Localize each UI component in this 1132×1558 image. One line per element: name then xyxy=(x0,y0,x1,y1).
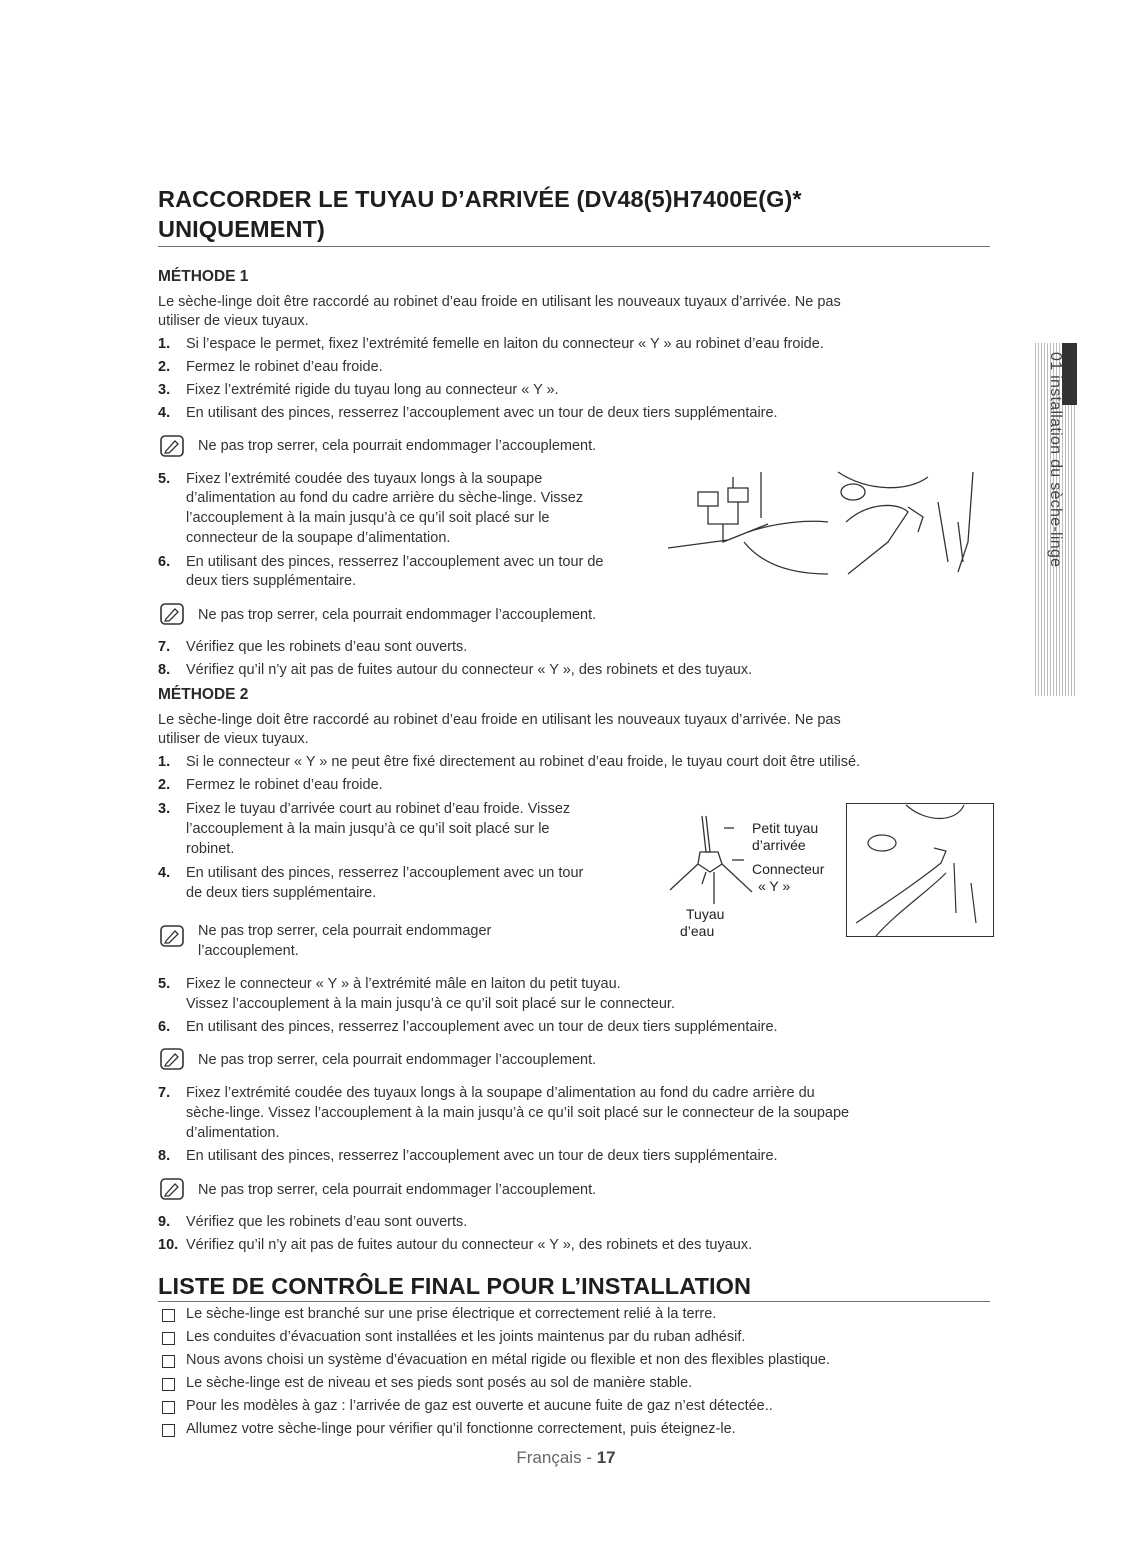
checklist-item: Le sèche-linge est branché sur une prise électrique et correctement relié à la terre. xyxy=(186,1306,717,1322)
m2-step5-line2: Vissez l’accouplement à la main jusqu’à ce qu’il soit placé sur le connecteur. xyxy=(186,996,675,1012)
chapter-tab-label: 01 installation du sèche-linge xyxy=(1047,352,1064,568)
m1-step4-number: 4. xyxy=(158,405,171,421)
m2-step2-text: Fermez le robinet d’eau froide. xyxy=(186,777,383,793)
m1-step5-line2: d’alimentation au fond du cadre arrière du sèche-linge. Vissez xyxy=(186,490,584,506)
page-footer xyxy=(0,1448,1132,1468)
m2-note1-line1: Ne pas trop serrer, cela pourrait endommager xyxy=(198,923,492,939)
label-connector-line1: Connecteur xyxy=(752,861,825,877)
m1-step3-text: Fixez l’extrémité rigide du tuyau long au connecteur « Y ». xyxy=(186,382,559,398)
m1-step5-line3: l’accouplement à la main jusqu’à ce qu’il soit placé sur le xyxy=(186,510,550,526)
label-short-hose-line2: d’arrivée xyxy=(752,837,806,853)
m2-step2-number: 2. xyxy=(158,777,171,793)
m2-step4-line1: En utilisant des pinces, resserrez l’accouplement avec un tour xyxy=(186,865,584,881)
m2-step6-number: 6. xyxy=(158,1019,171,1035)
label-water-hose-line1: Tuyau xyxy=(686,906,725,922)
note-icon xyxy=(160,603,184,625)
label-short-hose-line1: Petit tuyau xyxy=(752,820,819,836)
method2-intro-line2: utiliser de vieux tuyaux. xyxy=(158,731,309,747)
m2-note2: Ne pas trop serrer, cela pourrait endommager l’accouplement. xyxy=(198,1052,597,1068)
m2-step4-number: 4. xyxy=(158,865,171,881)
section-title-line1: RACCORDER LE TUYAU D’ARRIVÉE (DV48(5)H7400E(G)* xyxy=(158,186,802,212)
m2-step7-number: 7. xyxy=(158,1085,171,1101)
checklist-title: LISTE DE CONTRÔLE FINAL POUR L’INSTALLATION xyxy=(158,1273,752,1299)
checklist-item: Le sèche-linge est de niveau et ses pieds sont posés au sol de manière stable. xyxy=(186,1375,693,1391)
m2-step10-number: 10. xyxy=(158,1237,179,1253)
note-icon xyxy=(160,1048,184,1070)
m2-step6-text: En utilisant des pinces, resserrez l’accouplement avec un tour de deux tiers supplémentaire. xyxy=(186,1019,778,1035)
m2-step10-text: Vérifiez qu’il n’y ait pas de fuites autour du connecteur « Y », des robinets et des tuyaux. xyxy=(186,1237,753,1253)
m1-step3-number: 3. xyxy=(158,382,171,398)
chapter-tab-marker xyxy=(1062,343,1077,405)
m1-step6-line1: En utilisant des pinces, resserrez l’accouplement avec un tour de xyxy=(186,554,604,570)
m1-step7-text: Vérifiez que les robinets d’eau sont ouverts. xyxy=(186,639,468,655)
m1-note2: Ne pas trop serrer, cela pourrait endommager l’accouplement. xyxy=(198,607,597,623)
checklist-rule xyxy=(158,1301,990,1302)
checklist-item: Les conduites d’évacuation sont installées et les joints maintenus par du ruban adhésif. xyxy=(186,1329,746,1345)
checklist-item: Allumez votre sèche-linge pour vérifier qu’il fonctionne correctement, puis éteignez-le. xyxy=(186,1421,736,1437)
section-title-line2: UNIQUEMENT) xyxy=(158,216,325,242)
checklist-item: Nous avons choisi un système d’évacuation en métal rigide ou flexible et non des flexibles plastique. xyxy=(186,1352,831,1368)
m2-step9-text: Vérifiez que les robinets d’eau sont ouverts. xyxy=(186,1214,468,1230)
m1-note1: Ne pas trop serrer, cela pourrait endommager l’accouplement. xyxy=(198,438,597,454)
m2-note1-line2: l’accouplement. xyxy=(198,943,299,959)
m1-step1-number: 1. xyxy=(158,336,171,352)
m2-step3-line2: l’accouplement à la main jusqu’à ce qu’il soit placé sur le xyxy=(186,821,550,837)
m1-step4-text: En utilisant des pinces, resserrez l’accouplement avec un tour de deux tiers supplémentaire. xyxy=(186,405,778,421)
label-connector-line2: « Y » xyxy=(758,878,791,894)
m1-step2-number: 2. xyxy=(158,359,171,375)
m2-step1-number: 1. xyxy=(158,754,171,770)
m1-step6-line2: deux tiers supplémentaire. xyxy=(186,573,357,589)
m2-step1-text: Si le connecteur « Y » ne peut être fixé directement au robinet d’eau froide, le tuyau court doit être utilisé. xyxy=(186,754,861,770)
method1-illustration xyxy=(668,462,990,588)
m2-step8-number: 8. xyxy=(158,1148,171,1164)
method2-intro-line1: Le sèche-linge doit être raccordé au robinet d’eau froide en utilisant les nouveaux tuyaux d’arrivée. Ne pas xyxy=(158,712,841,728)
method1-intro-line1: Le sèche-linge doit être raccordé au robinet d’eau froide en utilisant les nouveaux tuyaux d’arrivée. Ne pas xyxy=(158,294,841,310)
note-icon xyxy=(160,1178,184,1200)
m2-step3-number: 3. xyxy=(158,801,171,817)
m1-step6-number: 6. xyxy=(158,554,171,570)
note-icon xyxy=(160,435,184,457)
m2-step5-line1: Fixez le connecteur « Y » à l’extrémité mâle en laiton du petit tuyau. xyxy=(186,976,621,992)
method1-heading: MÉTHODE 1 xyxy=(158,268,249,285)
m1-step5-line1: Fixez l’extrémité coudée des tuyaux longs à la soupape xyxy=(186,471,543,487)
m2-step3-line3: robinet. xyxy=(186,841,235,857)
m2-step3-line1: Fixez le tuyau d’arrivée court au robinet d’eau froide. Vissez xyxy=(186,801,571,817)
m2-step7-line1: Fixez l’extrémité coudée des tuyaux longs à la soupape d’alimentation au fond du cadre arrière du xyxy=(186,1085,815,1101)
checklist-checkbox xyxy=(162,1309,175,1322)
checklist-checkbox xyxy=(162,1401,175,1414)
dryer-back-illustration xyxy=(846,803,994,937)
note-icon xyxy=(160,925,184,947)
m1-step1-text: Si l’espace le permet, fixez l’extrémité femelle en laiton du connecteur « Y » au robinet d’eau froide. xyxy=(186,336,824,352)
checklist-checkbox xyxy=(162,1378,175,1391)
m1-step8-text: Vérifiez qu’il n’y ait pas de fuites autour du connecteur « Y », des robinets et des tuyaux. xyxy=(186,662,753,678)
checklist-checkbox xyxy=(162,1424,175,1437)
m2-step7-line2: sèche-linge. Vissez l’accouplement à la main jusqu’à ce qu’il soit placé sur le connecteur de la soupape xyxy=(186,1105,850,1121)
label-water-hose-line2: d’eau xyxy=(680,923,715,939)
m1-step2-text: Fermez le robinet d’eau froide. xyxy=(186,359,383,375)
m1-step5-line4: connecteur de la soupape d’alimentation. xyxy=(186,530,451,546)
m2-step4-line2: de deux tiers supplémentaire. xyxy=(186,885,377,901)
m2-step8-text: En utilisant des pinces, resserrez l’accouplement avec un tour de deux tiers supplémentaire. xyxy=(186,1148,778,1164)
m2-step7-line3: d’alimentation. xyxy=(186,1125,280,1141)
checklist-checkbox xyxy=(162,1332,175,1345)
section-rule xyxy=(158,246,990,247)
footer-language: Français - xyxy=(516,1448,597,1467)
m2-step9-number: 9. xyxy=(158,1214,171,1230)
m1-step7-number: 7. xyxy=(158,639,171,655)
m2-step5-number: 5. xyxy=(158,976,171,992)
checklist-item: Pour les modèles à gaz : l’arrivée de gaz est ouverte et aucune fuite de gaz n’est détectée.. xyxy=(186,1398,773,1414)
m1-step8-number: 8. xyxy=(158,662,171,678)
m2-note3: Ne pas trop serrer, cela pourrait endommager l’accouplement. xyxy=(198,1182,597,1198)
m1-step5-number: 5. xyxy=(158,471,171,487)
checklist-checkbox xyxy=(162,1355,175,1368)
page-number: 17 xyxy=(596,1448,616,1467)
method1-intro-line2: utiliser de vieux tuyaux. xyxy=(158,313,309,329)
method2-heading: MÉTHODE 2 xyxy=(158,686,249,703)
